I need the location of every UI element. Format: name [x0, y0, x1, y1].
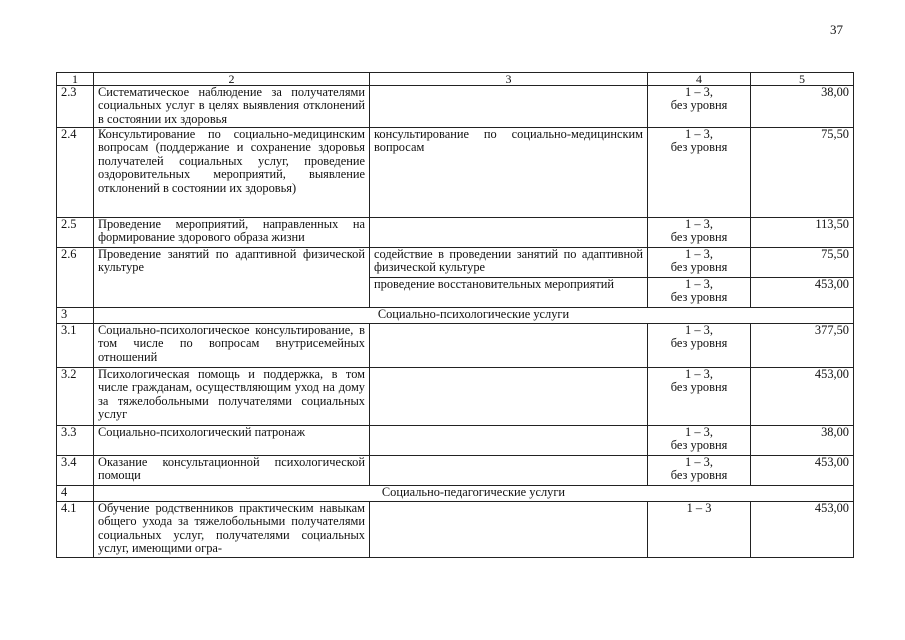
item-number: 2.3: [57, 86, 94, 128]
table-header-row: [57, 73, 854, 86]
table-row: [57, 128, 854, 218]
service-description: проведение восстановительных мероприятий: [370, 278, 648, 308]
service-name: Проведение мероприятий, направленных на формирование здорового образа жизни: [94, 218, 370, 248]
section-title: Социально-психологические услуги: [94, 308, 854, 324]
header-cell: 2: [94, 73, 370, 86]
service-description: [370, 86, 648, 128]
tariff-price: 453,00: [751, 502, 854, 558]
page-number: 37: [830, 22, 843, 37]
section-title: Социально-педагогические услуги: [94, 486, 854, 502]
service-name: Социально-психологический патронаж: [94, 426, 370, 456]
service-name: Социально-психологическое консультирование, в том числе по вопросам внутрисемейных отношений: [94, 324, 370, 368]
item-number: 3.1: [57, 324, 94, 368]
services-tariff-table: [56, 72, 854, 558]
tariff-price: 113,50: [751, 218, 854, 248]
table-row: [57, 502, 854, 558]
tariff-price: 75,50: [751, 248, 854, 278]
section-number: 4: [57, 486, 94, 502]
table-row: [57, 218, 854, 248]
header-cell: 4: [648, 73, 751, 86]
item-number: 3.4: [57, 456, 94, 486]
item-number: 3.3: [57, 426, 94, 456]
service-description: [370, 426, 648, 456]
service-description: [370, 218, 648, 248]
service-name: Психологическая помощь и поддержка, в том числе гражданам, осуществляющим уход на дому за тяжелобольными получателями социальных услуг: [94, 368, 370, 426]
tariff-price: 377,50: [751, 324, 854, 368]
service-description: [370, 368, 648, 426]
service-name: Проведение занятий по адаптивной физической культуре: [94, 248, 370, 308]
item-number: 3.2: [57, 368, 94, 426]
item-number: 2.6: [57, 248, 94, 308]
table-row: [57, 426, 854, 456]
table-row: [57, 86, 854, 128]
header-cell: 1: [57, 73, 94, 86]
service-description: [370, 324, 648, 368]
section-row: [57, 308, 854, 324]
service-description: содействие в проведении занятий по адаптивной физической культуре: [370, 248, 648, 278]
service-name: Консультирование по социально-медицинским вопросам (поддержание и сохранение здоровья получателей социальных услуг, проведение оздоровительных мероприятий, выявление отклонений в состоянии их здоровья): [94, 128, 370, 218]
service-name: Обучение родственников практическим навыкам общего ухода за тяжелобольными получателями социальных услуг, получателями социальных услуг, имеющими огра-: [94, 502, 370, 558]
service-description: [370, 456, 648, 486]
need-level: 1 – 3, без уровня: [648, 368, 751, 426]
section-number: 3: [57, 308, 94, 324]
table-row: [57, 248, 854, 278]
tariff-price: 453,00: [751, 368, 854, 426]
tariff-price: 75,50: [751, 128, 854, 218]
item-number: 2.5: [57, 218, 94, 248]
service-description: [370, 502, 648, 558]
section-row: [57, 486, 854, 502]
tariff-price: 38,00: [751, 86, 854, 128]
item-number: 2.4: [57, 128, 94, 218]
service-name: Оказание консультационной психологической помощи: [94, 456, 370, 486]
need-level: 1 – 3, без уровня: [648, 278, 751, 308]
need-level: 1 – 3: [648, 502, 751, 558]
tariff-price: 38,00: [751, 426, 854, 456]
need-level: 1 – 3, без уровня: [648, 426, 751, 456]
need-level: 1 – 3, без уровня: [648, 248, 751, 278]
table-row: [57, 324, 854, 368]
need-level: 1 – 3, без уровня: [648, 128, 751, 218]
tariff-price: 453,00: [751, 456, 854, 486]
table-row: [57, 368, 854, 426]
service-description: консультирование по социально-медицинским вопросам: [370, 128, 648, 218]
tariff-price: 453,00: [751, 278, 854, 308]
item-number: 4.1: [57, 502, 94, 558]
table-row: [57, 456, 854, 486]
need-level: 1 – 3, без уровня: [648, 324, 751, 368]
need-level: 1 – 3, без уровня: [648, 218, 751, 248]
need-level: 1 – 3, без уровня: [648, 86, 751, 128]
service-name: Систематическое наблюдение за получателями социальных услуг в целях выявления отклонений в состоянии их здоровья: [94, 86, 370, 128]
header-cell: 5: [751, 73, 854, 86]
need-level: 1 – 3, без уровня: [648, 456, 751, 486]
header-cell: 3: [370, 73, 648, 86]
